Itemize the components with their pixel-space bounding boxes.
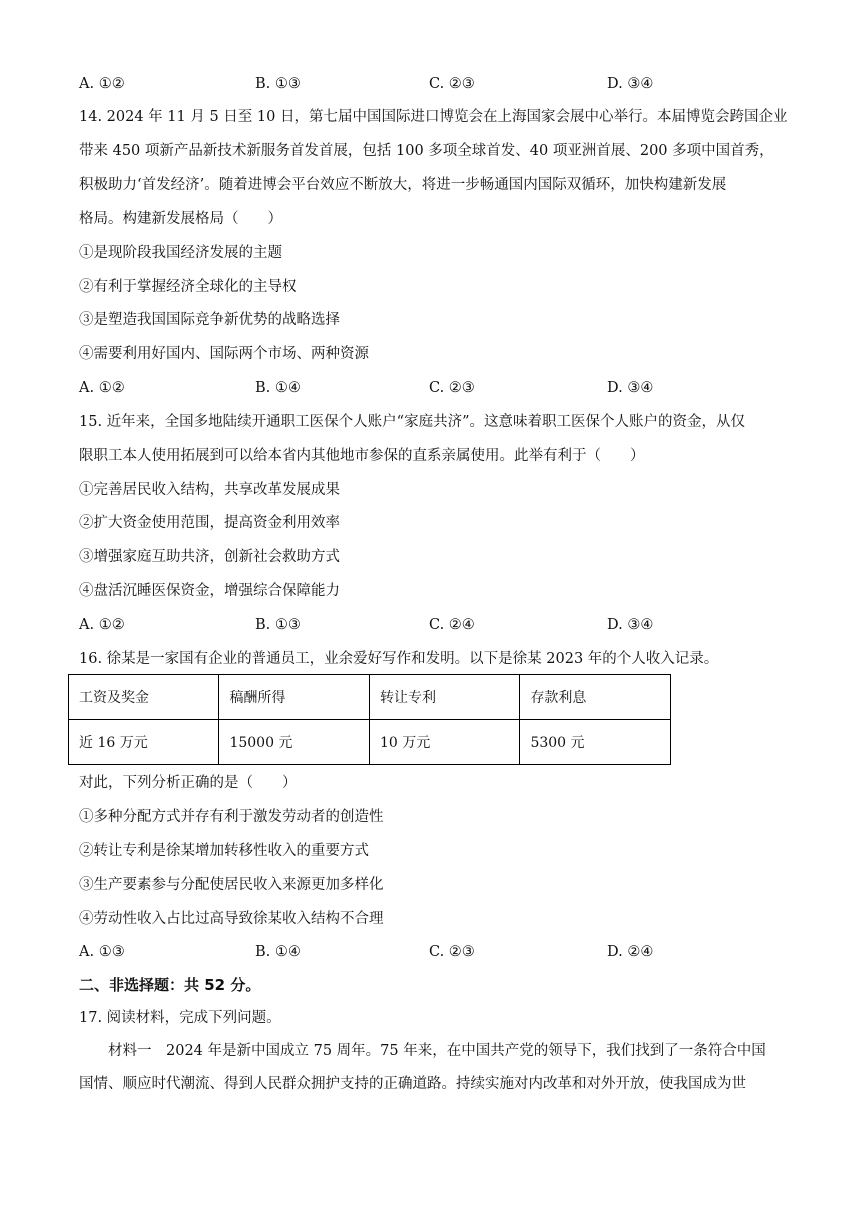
- q15-statement: ③增强家庭互助共济，创新社会救助方式: [79, 549, 340, 565]
- table-header-cell: 稿酬所得: [219, 675, 370, 720]
- q15-statement: ④盘活沉睡医保资金，增强综合保障能力: [79, 583, 340, 599]
- q17-material-line: 材料一 2024 年是新中国成立 75 周年。75 年来，在中国共产党的领导下，我们找到了一条符合中国: [108, 1043, 766, 1059]
- q14-statement: ②有利于掌握经济全球化的主导权: [79, 279, 297, 295]
- q15-statement: ②扩大资金使用范围，提高资金利用效率: [79, 515, 340, 531]
- q15-option-c[interactable]: C. ②④: [429, 617, 475, 633]
- income-table: [68, 674, 671, 765]
- q17-material-line: 国情、顺应时代潮流、得到人民群众拥护支持的正确道路。持续实施对内改革和对外开放，使我国成为世: [79, 1076, 746, 1092]
- q15-text-line: 15. 近年来，全国多地陆续开通职工医保个人账户“家庭共济”。这意味着职工医保个人账户的资金，从仅: [79, 414, 745, 430]
- q16-option-a[interactable]: A. ①③: [79, 944, 125, 960]
- table-header-cell: 转让专利: [370, 675, 520, 720]
- q16-statement: ①多种分配方式并存有利于激发劳动者的创造性: [79, 809, 384, 825]
- q13-option-d[interactable]: D. ③④: [607, 76, 654, 92]
- q16-question: 对此，下列分析正确的是（ ）: [79, 775, 297, 791]
- q13-option-c[interactable]: C. ②③: [429, 76, 475, 92]
- q15-text-line: 限职工本人使用拓展到可以给本省内其他地市参保的直系亲属使用。此举有利于（ ）: [79, 448, 645, 464]
- q16-statement: ③生产要素参与分配使居民收入来源更加多样化: [79, 877, 384, 893]
- q14-statement: ④需要利用好国内、国际两个市场、两种资源: [79, 346, 369, 362]
- q14-text-line: 带来 450 项新产品新技术新服务首发首展，包括 100 多项全球首发、40 项亚洲首展、200 多项中国首秀，: [79, 143, 774, 159]
- q15-statement: ①完善居民收入结构，共享改革发展成果: [79, 482, 340, 498]
- q14-option-b[interactable]: B. ①④: [255, 380, 301, 396]
- q16-intro: 16. 徐某是一家国有企业的普通员工，业余爱好写作和发明。以下是徐某 2023 年的个人收入记录。: [79, 651, 719, 667]
- q13-option-a[interactable]: A. ①②: [79, 76, 125, 92]
- q14-statement: ③是塑造我国国际竞争新优势的战略选择: [79, 312, 340, 328]
- table-header-row: [69, 675, 671, 720]
- table-cell: 10 万元: [370, 720, 520, 765]
- table-cell: 5300 元: [520, 720, 671, 765]
- q14-text-line: 积极助力‘首发经济’。随着进博会平台效应不断放大，将进一步畅通国内国际双循环，加快构建新发展: [79, 177, 727, 193]
- q15-option-a[interactable]: A. ①②: [79, 617, 125, 633]
- table-header-cell: 工资及奖金: [69, 675, 219, 720]
- q14-option-a[interactable]: A. ①②: [79, 380, 125, 396]
- table-row: [69, 720, 671, 765]
- q13-options: [79, 74, 779, 94]
- q14-option-c[interactable]: C. ②③: [429, 380, 475, 396]
- q17-intro: 17. 阅读材料，完成下列问题。: [79, 1010, 281, 1026]
- q15-options: [79, 615, 779, 635]
- table-cell: 近 16 万元: [69, 720, 219, 765]
- q16-option-b[interactable]: B. ①④: [255, 944, 301, 960]
- q13-option-b[interactable]: B. ①③: [255, 76, 301, 92]
- q16-option-c[interactable]: C. ②③: [429, 944, 475, 960]
- q14-statement: ①是现阶段我国经济发展的主题: [79, 245, 282, 261]
- q16-statement: ②转让专利是徐某增加转移性收入的重要方式: [79, 843, 369, 859]
- q15-option-d[interactable]: D. ③④: [607, 617, 654, 633]
- q14-text-line: 格局。构建新发展格局（ ）: [79, 211, 282, 227]
- section-heading: 二、非选择题：共 52 分。: [79, 976, 261, 994]
- table-header-cell: 存款利息: [520, 675, 671, 720]
- q14-option-d[interactable]: D. ③④: [607, 380, 654, 396]
- q16-options: [79, 942, 779, 962]
- table-cell: 15000 元: [219, 720, 370, 765]
- q14-text-line: 14. 2024 年 11 月 5 日至 10 日，第七届中国国际进口博览会在上海国家会展中心举行。本届博览会跨国企业: [79, 109, 788, 125]
- q15-option-b[interactable]: B. ①③: [255, 617, 301, 633]
- q14-options: [79, 378, 779, 398]
- q16-option-d[interactable]: D. ②④: [607, 944, 654, 960]
- q16-statement: ④劳动性收入占比过高导致徐某收入结构不合理: [79, 911, 384, 927]
